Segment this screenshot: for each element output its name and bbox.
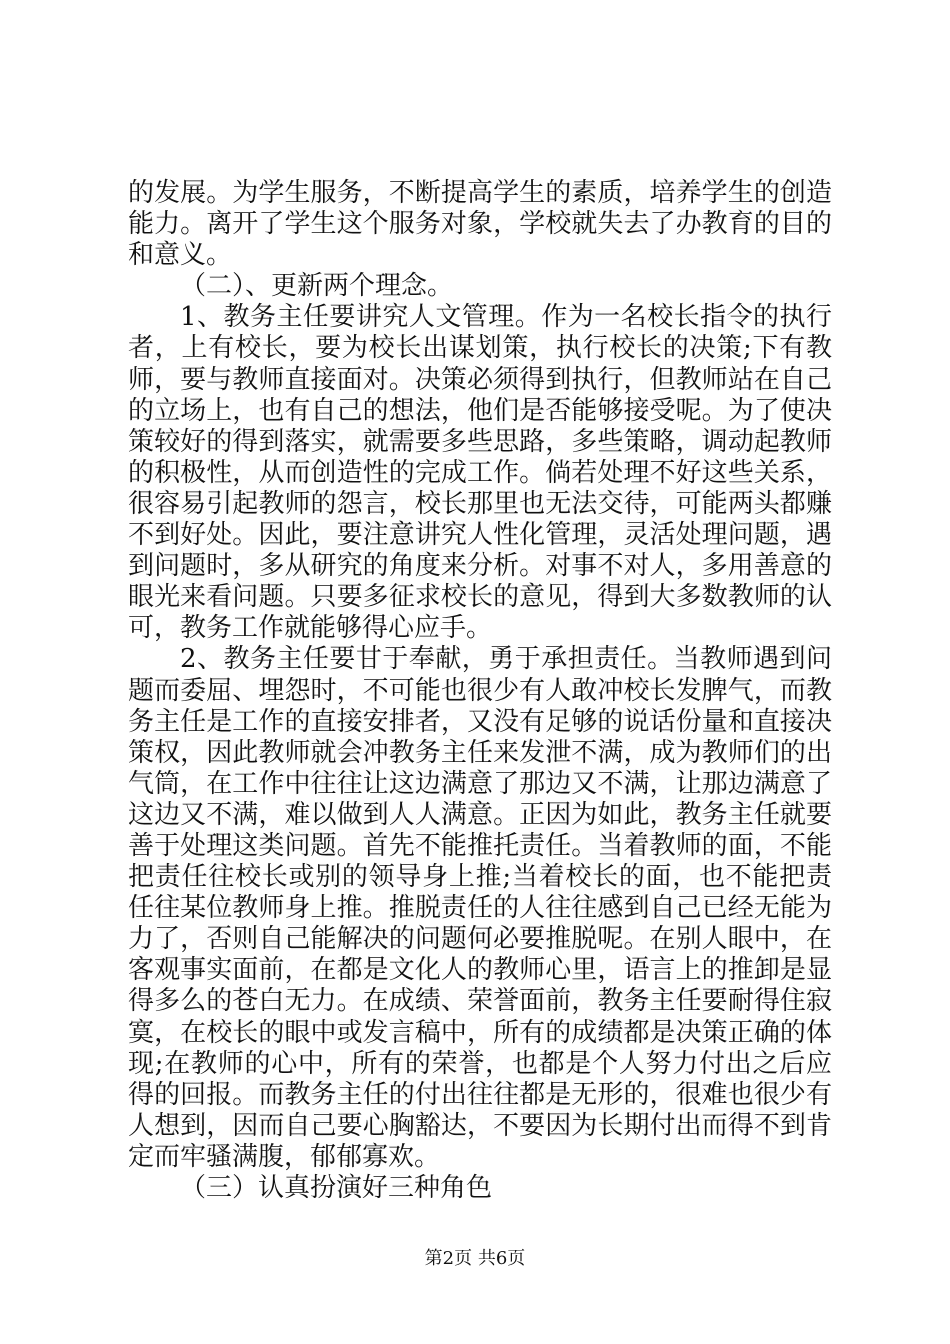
paragraph-dedication-responsibility: 2、教务主任要甘于奉献，勇于承担责任。当教师遇到问题而委屈、埋怨时，不可能也很少有人敢冲校长发脾气，而教务主任是工作的直接安排者，又没有足够的说话份量和直接决策权，因此教师就会冲教务主任来发泄不满，成为教师们的出气筒，在工作中往往让这边满意了那边又不满，让那边满意了这边又不满，难以做到人人满意。正因为如此，教务主任就要善于处理这类问题。首先不能推托责任。当着教师的面，不能把责任往校长或别的领导身上推;当着校长的面，也不能把责任往某位教师身上推。推脱责任的人往往感到自己已经无能为力了，否则自己能解决的问题何必要推脱呢。在别人眼中，在客观事实面前，在都是文化人的教师心里，语言上的推卸是显得多么的苍白无力。在成绩、荣誉面前，教务主任要耐得住寂寞，在校长的眼中或发言稿中，所有的成绩都是决策正确的体现;在教师的心中，所有的荣誉，也都是个人努力付出之后应得的回报。而教务主任的付出往往都是无形的，很难也很少有人想到，因而自己要心胸豁达，不要因为长期付出而得不到肯定而牢骚满腹，郁郁寡欢。: [128, 644, 832, 1172]
document-body: [128, 178, 832, 1204]
section-heading-three: （三）认真扮演好三种角色: [180, 1173, 493, 1203]
paragraph-humanistic-management: 1、教务主任要讲究人文管理。作为一名校长指令的执行者，上有校长，要为校长出谋划策，执行校长的决策;下有教师，要与教师直接面对。决策必须得到执行，但教师站在自己的立场上，也有自己的想法，他们是否能够接受呢。为了使决策较好的得到落实，就需要多些思路，多些策略，调动起教师的积极性，从而创造性的完成工作。倘若处理不好这些关系，很容易引起教师的怨言，校长那里也无法交待，可能两头都赚不到好处。因此，要注意讲究人性化管理，灵活处理问题，遇到问题时，多从研究的角度来分析。对事不对人，多用善意的眼光来看问题。只要多征求校长的意见，得到大多数教师的认可，教务工作就能够得心应手。: [128, 302, 832, 644]
paragraph-continuation: 的发展。为学生服务，不断提高学生的素质，培养学生的创造能力。离开了学生这个服务对象，学校就失去了办教育的目的和意义。: [128, 178, 832, 271]
page-number-footer: 第2页 共6页: [424, 1248, 526, 1269]
section-heading-two: （二）、更新两个理念。: [180, 271, 454, 302]
